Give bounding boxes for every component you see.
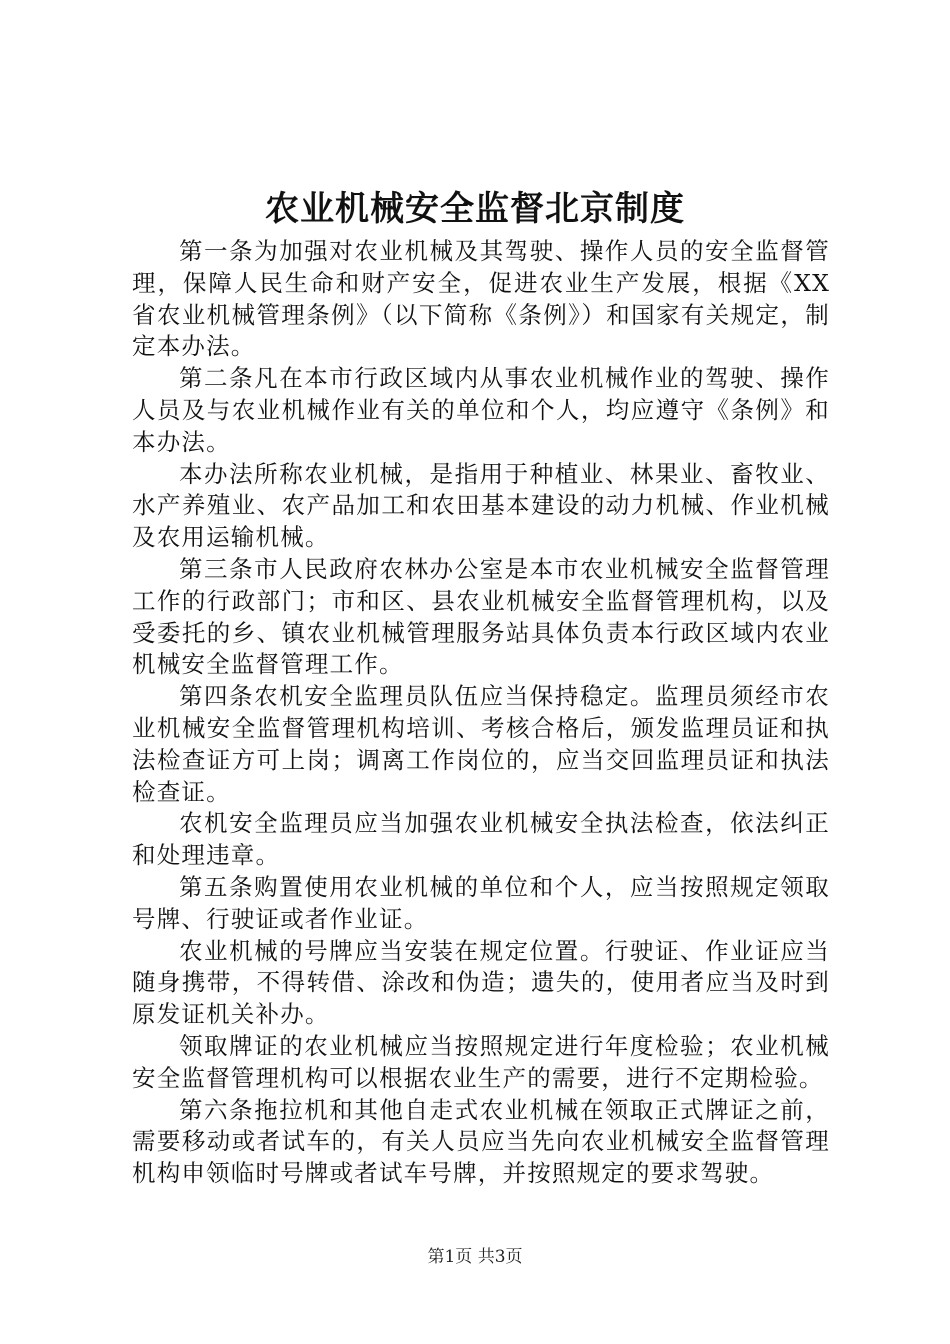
paragraph-article-4: 第四条农机安全监理员队伍应当保持稳定。监理员须经市农业机械安全监督管理机构培训、考核合格后，颁发监理员证和执法检查证方可上岗；调离工作岗位的，应当交回监理员证和执法检查证。 bbox=[132, 682, 830, 806]
document-body bbox=[132, 236, 830, 1190]
paragraph-license-plate: 农业机械的号牌应当安装在规定位置。行驶证、作业证应当随身携带，不得转借、涂改和伪造；遗失的，使用者应当及时到原发证机关补办。 bbox=[132, 936, 830, 1029]
paragraph-article-3: 第三条市人民政府农林办公室是本市农业机械安全监督管理工作的行政部门；市和区、县农业机械安全监督管理机构，以及受委托的乡、镇农业机械管理服务站具体负责本行政区域内农业机械安全监督管理工作。 bbox=[132, 554, 830, 679]
paragraph-article-2: 第二条凡在本市行政区域内从事农业机械作业的驾驶、操作人员及与农业机械作业有关的单位和个人，均应遵守《条例》和本办法。 bbox=[132, 364, 830, 456]
paragraph-annual-inspection: 领取牌证的农业机械应当按照规定进行年度检验；农业机械安全监督管理机构可以根据农业生产的需要，进行不定期检验。 bbox=[132, 1031, 830, 1092]
paragraph-article-6: 第六条拖拉机和其他自走式农业机械在领取正式牌证之前，需要移动或者试车的，有关人员应当先向农业机械安全监督管理机构申领临时号牌或者试车号牌，并按照规定的要求驾驶。 bbox=[132, 1095, 830, 1188]
paragraph-article-1: 第一条为加强对农业机械及其驾驶、操作人员的安全监督管理，保障人民生命和财产安全，促进农业生产发展，根据《XX省农业机械管理条例》（以下简称《条例》）和国家有关规定，制定本办法。 bbox=[132, 237, 830, 361]
paragraph-inspector-duty: 农机安全监理员应当加强农业机械安全执法检查，依法纠正和处理违章。 bbox=[132, 809, 830, 870]
paragraph-article-5: 第五条购置使用农业机械的单位和个人，应当按照规定领取号牌、行驶证或者作业证。 bbox=[132, 872, 830, 933]
page-number-footer: 第1页 共3页 bbox=[427, 1247, 523, 1267]
document-title: 农业机械安全监督北京制度 bbox=[265, 189, 685, 229]
paragraph-definition: 本办法所称农业机械，是指用于种植业、林果业、畜牧业、水产养殖业、农产品加工和农田基本建设的动力机械、作业机械及农用运输机械。 bbox=[132, 459, 830, 552]
